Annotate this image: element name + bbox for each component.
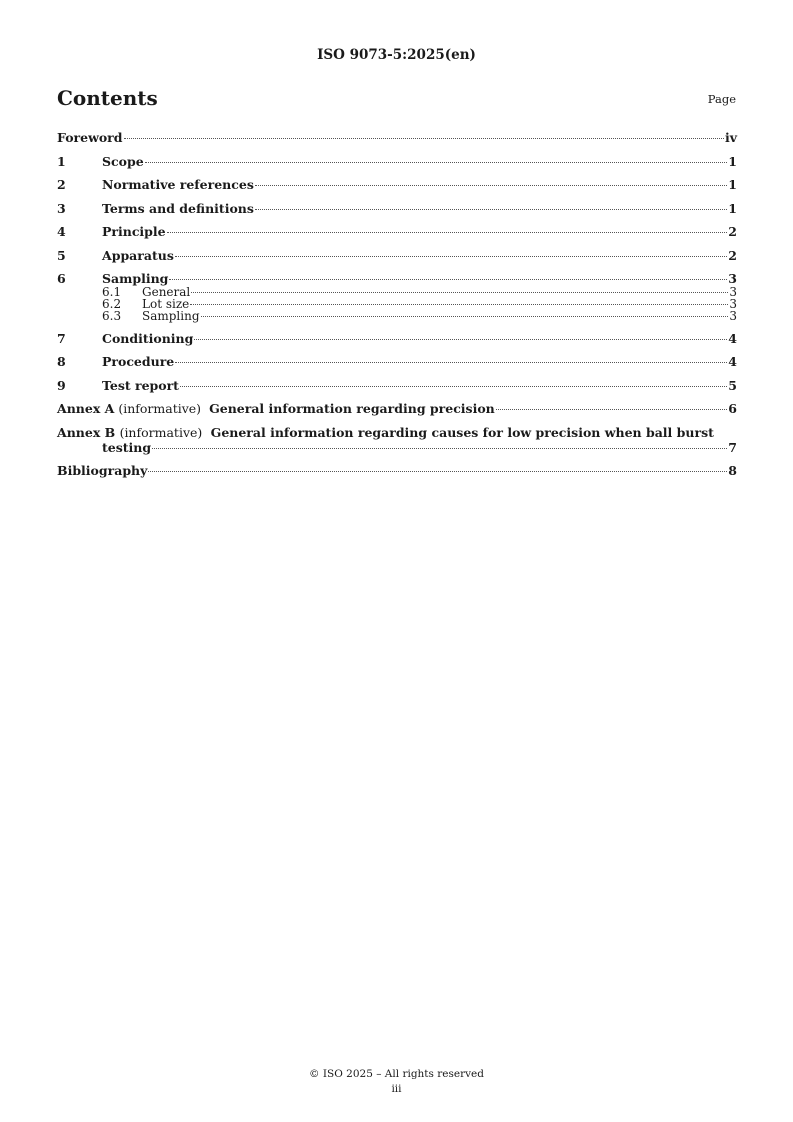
toc-entry-clause-5[interactable] [57,248,737,263]
dot-leader [191,292,728,293]
toc-entry-page: 3 [729,285,737,299]
toc-entry-page: 6 [728,401,737,416]
toc-entry-clause-1[interactable] [57,154,737,169]
toc-entry-annex-b[interactable] [57,425,737,455]
page-number: iii [391,1083,402,1095]
toc-entry-title: Lot size [142,297,190,311]
toc-entry-page: 3 [728,271,737,286]
toc-entry-page: 8 [728,463,737,478]
toc-entry-title-line-2: testing [102,439,152,455]
toc-entry-annex-a[interactable] [57,401,737,416]
toc-entry-number: 6 [57,271,66,286]
toc-entry-number: 7 [57,330,66,346]
dot-leader [201,316,729,317]
toc-entry-clause-6[interactable] [57,271,737,286]
annex-label: Annex A [57,401,115,416]
toc-entry-clause-2[interactable] [57,177,737,192]
toc-entry-title: Normative references [102,177,254,192]
toc-subentry-6-3[interactable] [57,310,737,322]
dot-leader [496,409,728,410]
dot-leader [255,209,727,210]
toc-entry-number: 6.1 [102,285,122,299]
toc-entry-number: 1 [57,153,66,169]
toc-entry-page: 3 [729,309,737,323]
annex-b-first-line [57,425,737,440]
toc-entry-number: 2 [57,177,66,192]
toc-entry-number: 6.3 [102,309,122,323]
toc-entry-number: 3 [57,200,66,216]
toc-entry-number: 4 [57,224,66,239]
toc-entry-title: Conditioning [102,330,194,346]
dot-leader [194,339,727,340]
toc-entry-title: Procedure [102,354,175,369]
toc-entry-page: 1 [728,177,737,192]
page-column-label: Page [707,92,736,106]
toc-entry-title: Test report [102,377,179,393]
dot-leader [145,162,728,163]
toc-entry-page: 2 [728,247,737,263]
toc-entry-clause-9[interactable] [57,378,737,393]
toc-entry-foreword[interactable] [57,130,737,145]
copyright-notice: © ISO 2025 – All rights reserved [309,1068,484,1080]
toc-entry-page: 1 [728,200,737,216]
toc-entry-bibliography[interactable] [57,463,737,478]
toc-entry-number: 6.2 [102,297,122,311]
dot-leader [255,185,727,186]
toc-entry-title: Principle [102,224,166,239]
dot-leader [175,362,727,363]
toc-entry-title: Sampling [102,271,169,286]
toc-entry-page: 7 [728,439,737,455]
dot-leader [124,138,724,139]
toc-entry-page: 4 [728,354,737,369]
annex-b-second-line [57,440,737,455]
dot-leader [148,471,727,472]
toc-entry-clause-3[interactable] [57,201,737,216]
toc-entry-title: General information regarding precision [209,401,495,416]
dot-leader [180,386,727,387]
toc-entry-clause-7[interactable] [57,331,737,346]
toc-entry-number: 8 [57,354,66,369]
toc-entry-page: iv [724,130,737,145]
document-identifier: ISO 9073-5:2025(en) [317,47,476,63]
toc-entry-title: General [142,285,191,299]
contents-heading: Contents [57,86,158,110]
toc-entry-page: 4 [728,330,737,346]
toc-entry-page: 1 [728,153,737,169]
toc-entry-number: 5 [57,247,66,263]
toc-entry-page: 2 [728,224,737,239]
toc-entry-clause-4[interactable] [57,224,737,239]
dot-leader [167,232,728,233]
toc-entry-title: Bibliography [57,463,148,478]
dot-leader [152,448,727,449]
toc-entry-clause-8[interactable] [57,354,737,369]
annex-type: (informative) [118,401,202,416]
dot-leader [175,256,727,257]
dot-leader [169,279,727,280]
toc-entry-number: 9 [57,377,66,393]
page-footer [0,1067,793,1097]
dot-leader [190,304,728,305]
toc-entry-title: Foreword [57,130,123,145]
toc-entry-title: Sampling [142,309,200,323]
toc-entry-title: Scope [102,153,144,169]
toc-entry-page: 5 [728,377,737,393]
toc-entry-page: 3 [729,297,737,311]
annex-type: (informative) [119,424,203,440]
table-of-contents [57,130,737,487]
toc-entry-title: Apparatus [102,247,174,263]
annex-label: Annex B [57,424,116,440]
toc-entry-title-line-1: General information regarding causes for low precision when ball burst [210,424,714,440]
toc-entry-title: Terms and definitions [102,200,254,216]
